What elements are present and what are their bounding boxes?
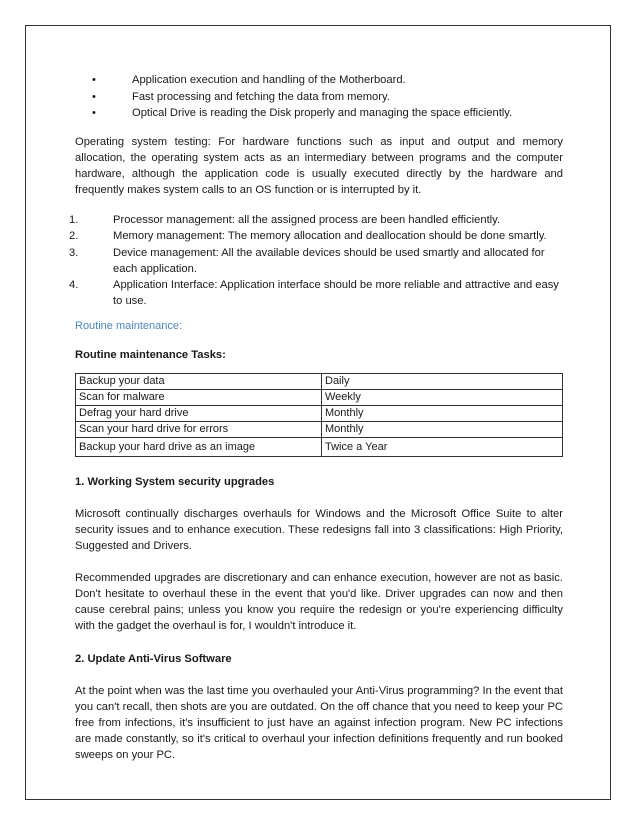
list-item: 1. Processor management: all the assigned process are been handled efficiently. — [69, 213, 501, 226]
maintenance-tasks-table — [75, 373, 563, 457]
os-testing-paragraph: Operating system testing: For hardware functions such as input and output and memory allocation, the operating system acts as an intermediary between programs and the computer hardware, although the application code is usually executed directly by the hardware and frequently makes system calls to an OS function or is interrupted by it. — [75, 135, 563, 196]
task-cell: Backup your data — [76, 374, 322, 390]
task-cell: Scan for malware — [76, 390, 322, 406]
section2-heading: 2. Update Anti-Virus Software — [75, 653, 232, 665]
section1-paragraph-1: Microsoft continually discharges overhauls for Windows and the Microsoft Office Suite to alter security issues and to enhance execution. These redesigns fall into 3 classifications: High Priority, Suggested and Drivers. — [75, 508, 563, 552]
list-item: • Fast processing and fetching the data from memory. — [92, 90, 390, 103]
list-number: 1. — [69, 213, 79, 226]
task-cell: Scan your hard drive for errors — [76, 422, 322, 438]
section1-paragraph-2: Recommended upgrades are discretionary and can enhance execution, however are not as basic. Don't hesitate to overhaul these in the event that you'd like. Driver upgrades can now and then cause cerebral pains; unless you know you require the redesign or you're experiencing difficulty with the gadget the overhaul is for, I wouldn't introduce it. — [75, 572, 563, 632]
bullet-icon: • — [92, 74, 96, 86]
table-row — [76, 374, 563, 390]
list-number: 2. — [69, 230, 79, 242]
numbered-list — [69, 212, 563, 310]
section2-paragraph-1: At the point when was the last time you overhauled your Anti-Virus programming? In the event that you can't recall, then shots are you are outdated. On the off chance that you need to keep your PC free from infections, it's insufficient to just have an against infection program. New PC infections are made constantly, so it's critical to overhaul your infection definitions frequently and run booked sweeps on your PC. — [75, 685, 563, 761]
document-body — [69, 72, 563, 763]
table-row — [76, 422, 563, 438]
frequency-cell: Twice a Year — [322, 438, 563, 457]
tasks-heading: Routine maintenance Tasks: — [75, 349, 226, 361]
table-row — [76, 438, 563, 457]
list-item: 4. Application Interface: Application interface should be more reliable and attractive and easy to use. — [69, 279, 559, 307]
list-number: 3. — [69, 246, 79, 259]
list-item: • Application execution and handling of the Motherboard. — [92, 74, 406, 86]
list-item: • Optical Drive is reading the Disk properly and managing the space efficiently. — [92, 107, 513, 119]
bullet-list — [75, 72, 563, 122]
table-row — [76, 406, 563, 422]
table-row — [76, 390, 563, 406]
list-item: 2. Memory management: The memory allocation and deallocation should be done smartly. — [69, 230, 547, 242]
frequency-cell: Daily — [322, 374, 563, 390]
task-cell: Backup your hard drive as an image — [76, 438, 322, 457]
routine-maintenance-heading: Routine maintenance: — [75, 320, 183, 332]
bullet-icon: • — [92, 90, 96, 103]
frequency-cell: Weekly — [322, 390, 563, 406]
bullet-icon: • — [92, 107, 96, 119]
list-number: 4. — [69, 279, 79, 291]
section1-heading: 1. Working System security upgrades — [75, 476, 275, 488]
frequency-cell: Monthly — [322, 422, 563, 438]
task-cell: Defrag your hard drive — [76, 406, 322, 422]
frequency-cell: Monthly — [322, 406, 563, 422]
list-item: 3. Device management: All the available devices should be used smartly and allocated for each application. — [69, 246, 545, 275]
